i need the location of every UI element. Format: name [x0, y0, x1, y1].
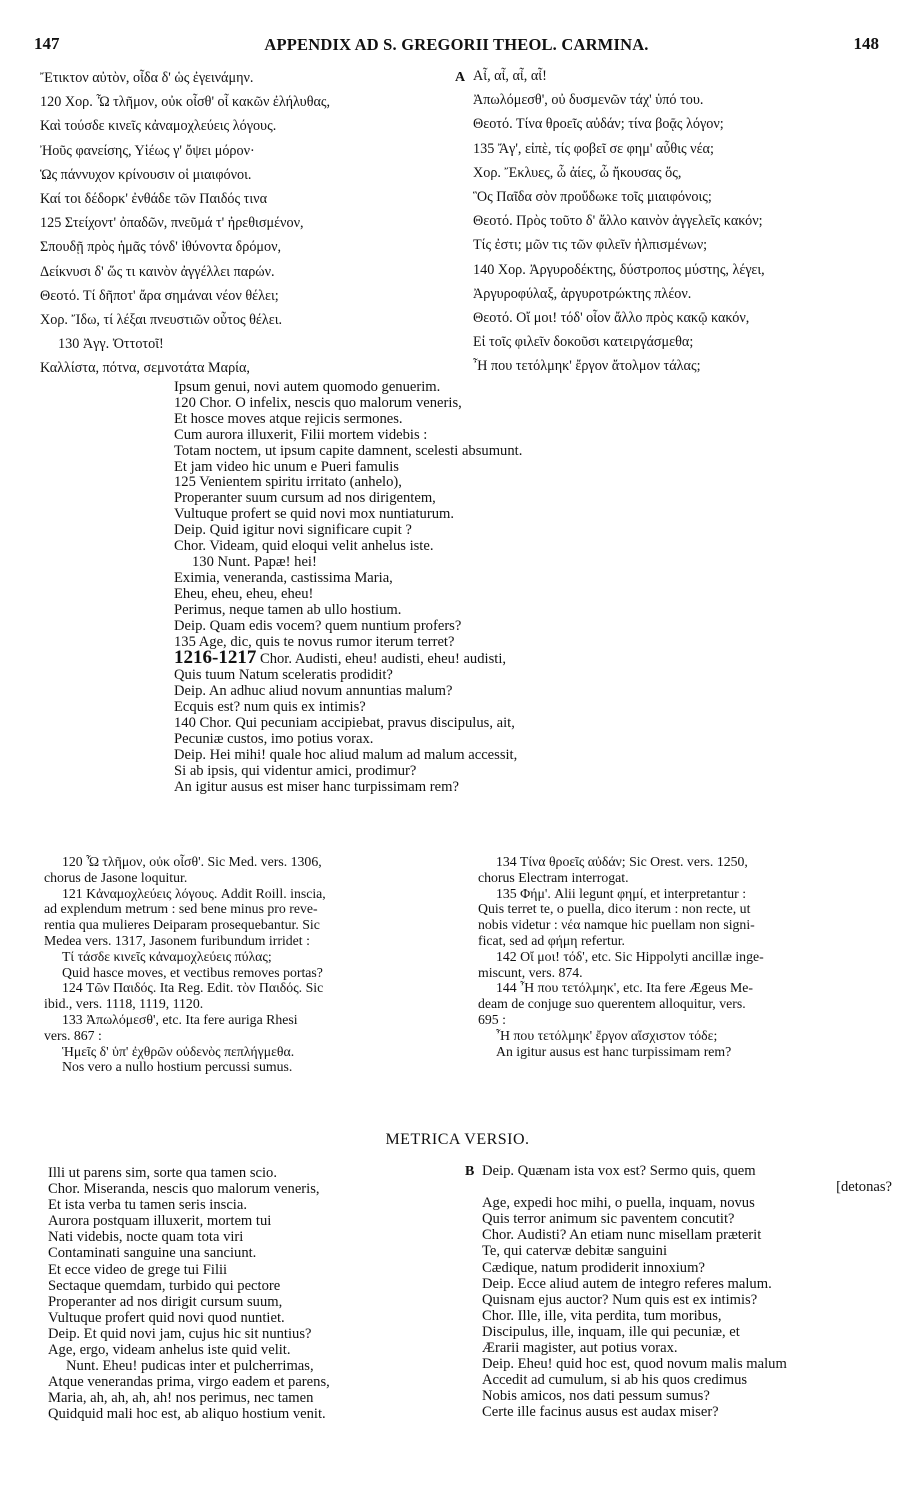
greek-line: Ἠοῦς φανείσης, Υἱέως γ' ὄψει μόρον·: [40, 142, 255, 159]
greek-line: Χορ. Ἴδω, τί λέξαι πνευστιῶν οὗτος θέλει.: [40, 312, 283, 329]
footnote-line: miscunt, vers. 874.: [478, 964, 583, 980]
metrica-line: Deip. Quænam ista vox est? Sermo quis, quem: [482, 1163, 756, 1179]
footnote-line: deam de conjuge suo querentem alloquitur, vers.: [478, 996, 746, 1012]
greek-line: Ἀργυροφύλαξ, ἀργυροτρώκτης πλέον.: [473, 285, 692, 302]
greek-line: 130 Ἀγγ. Ὀττοτοῖ!: [58, 336, 164, 353]
metrica-line: Quis terror animum sic paventem concutit?: [482, 1211, 735, 1228]
metrica-line: Vultuque profert quid novi quod nuntiet.: [48, 1309, 285, 1326]
metrica-line: Et ista verba tu tamen seris inscia.: [48, 1197, 247, 1214]
metrica-line: Properanter ad nos dirigit cursum suum,: [48, 1293, 283, 1310]
footnote-line: 134 Τίνα θροεῖς αὐδάν; Sic Orest. vers. 1250,: [496, 854, 748, 869]
latin-line: 125 Venientem spiritu irritato (anhelo),: [174, 475, 402, 491]
greek-line: Δείκνυσι δ' ὥς τι καινὸν ἀγγέλλει παρών.: [40, 263, 275, 280]
footnote-line: 133 Ἀπωλόμεσθ', etc. Ita fere auriga Rhesi: [62, 1011, 298, 1027]
metrica-line-turnover: [detonas?: [836, 1179, 892, 1196]
latin-line: [174, 650, 734, 668]
metrica-line: Illi ut parens sim, sorte qua tamen scio.: [48, 1165, 277, 1181]
footnote-line: Medea vers. 1317, Jasonem furibundum irridet :: [44, 932, 310, 948]
footnote-line: vers. 867 :: [44, 1027, 102, 1043]
latin-line: Et jam video hic unum e Pueri famulis: [174, 459, 399, 475]
greek-line: Καλλίστα, πότνα, σεμνοτάτα Μαρία,: [40, 360, 250, 377]
greek-text-right-column: [473, 64, 893, 379]
footnote-line: 124 Τῶν Παιδός. Ita Reg. Edit. τὸν Παιδός. Sic: [62, 980, 324, 996]
latin-line: Si ab ipsis, qui videntur amici, prodimur?: [174, 763, 417, 779]
greek-line: Ὃς Παῖδα σὸν προὔδωκε τοῖς μιαιφόνοις;: [473, 189, 712, 206]
latin-translation: [174, 380, 734, 796]
latin-line: Pecuniæ custos, imo potius vorax.: [174, 731, 374, 747]
footnote-line: 695 :: [478, 1011, 506, 1027]
metrica-line: Aurora postquam illuxerit, mortem tui: [48, 1213, 272, 1230]
greek-line: Ἀπωλόμεσθ', οὐ δυσμενῶν τάχ' ὑπό του.: [473, 92, 704, 109]
footnote-line: 142 Οἴ μοι! τόδ', etc. Sic Hippolyti ancillæ inge-: [496, 948, 764, 964]
metrica-line: Nati videbis, nocte quam tota viri: [48, 1229, 244, 1246]
metrica-line: Deip. Eheu! quid hoc est, quod novum malis malum: [482, 1356, 787, 1373]
metrica-line: Cædique, natum prodiderit innoxium?: [482, 1259, 705, 1276]
metrica-line: Quisnam ejus auctor? Num quis est ex intimis?: [482, 1291, 758, 1308]
metrica-line: Contaminati sanguine una sanciunt.: [48, 1245, 257, 1262]
footnote-line: Ἡμεῖς δ' ὑπ' ἐχθρῶν οὐδενὸς πεπλήγμεθα.: [62, 1043, 295, 1059]
greek-line: Τίς ἐστι; μῶν τις τῶν φιλεῖν ἠλπισμένων;: [473, 237, 708, 254]
latin-line: Perimus, neque tamen ab ullo hostium.: [174, 602, 402, 618]
metrica-line: Discipulus, ille, inquam, ille qui pecuniæ, et: [482, 1323, 740, 1340]
metrica-line: Accedit ad cumulum, si ab his quos credimus: [482, 1372, 748, 1389]
column-marker: 1216-1217: [174, 650, 257, 669]
footnote-line: Τί τάσδε κινεῖς κἀναμοχλεύεις πύλας;: [62, 948, 272, 964]
footnote-line: 120 Ὦ τλῆμον, οὐκ οἶσθ'. Sic Med. vers. 1306,: [62, 854, 322, 869]
footnote-line: Quis terret te, o puella, dico iterum : non recte, ut: [478, 901, 751, 917]
footnote-line: 144 Ἦ που τετόλμηκ', etc. Ita fere Ægeus Me-: [496, 980, 754, 996]
margin-letter-b: B: [465, 1164, 475, 1179]
metrica-line: Chor. Ille, ille, vita perdita, tum moribus,: [482, 1307, 722, 1324]
latin-line: Quis tuum Natum sceleratis prodidit?: [174, 668, 393, 684]
metrica-line: Et ecce video de grege tui Filii: [48, 1261, 228, 1278]
latin-line: Totam noctem, ut ipsum capite damnent, scelesti absumunt.: [174, 443, 523, 459]
latin-line: Deip. Hei mihi! quale hoc aliud malum ad malum accessit,: [174, 747, 518, 763]
footnote-line: 121 Κἀναμοχλεύεις λόγους. Addit Roill. inscia,: [62, 885, 326, 901]
latin-line-text: Chor. Audisti, eheu! audisti, eheu! audisti,: [259, 651, 507, 668]
metrica-line: Certe ille facinus ausus est audax miser?: [482, 1404, 719, 1421]
footnote-line: rentia qua mulieres Deiparam prosequebantur. Sic: [44, 917, 320, 933]
greek-line: 135 Ἄγ', εἰπὲ, τίς φοβεῖ σε φημ' αὖθις νέα;: [473, 140, 714, 157]
metrica-line: Deip. Ecce aliud autem de integro referes malum.: [482, 1275, 772, 1292]
latin-line: Properanter suum cursum ad nos dirigentem,: [174, 491, 436, 507]
latin-line: Ecquis est? num quis ex intimis?: [174, 700, 366, 716]
metrica-line: Age, ergo, videam anhelus iste quid velit.: [48, 1342, 291, 1359]
footnote-line: chorus de Jasone loquitur.: [44, 869, 188, 885]
metrica-line: Age, expedi hoc mihi, o puella, inquam, novus: [482, 1195, 755, 1212]
footnote-line: Ἦ που τετόλμηκ' ἔργον αἴσχιστον τόδε;: [496, 1027, 718, 1043]
footnote-line: Nos vero a nullo hostium percussi sumus.: [62, 1059, 293, 1075]
left-page-number: 147: [34, 34, 60, 53]
metrica-line: Te, qui catervæ debitæ sanguini: [482, 1243, 668, 1260]
greek-line: Ὡς πάννυχον κρίνουσιν οἱ μιαιφόνοι.: [40, 166, 252, 183]
margin-letter-a: A: [455, 70, 466, 85]
metrica-line: Chor. Audisti? An etiam nunc misellam præterit: [482, 1227, 762, 1244]
footnote-line: nobis videtur : νέα namque hic puellam non signi-: [478, 917, 755, 933]
latin-line: Chor. Videam, quid eloqui velit anhelus iste.: [174, 539, 434, 555]
latin-line: Deip. Quid igitur novi significare cupit ?: [174, 523, 412, 539]
footnote-line: Quid hasce moves, et vectibus removes portas?: [62, 964, 323, 980]
latin-line: Deip. Quam edis vocem? quem nuntium profers?: [174, 618, 462, 634]
footnote-line: ficat, sed ad φήμη refertur.: [478, 932, 626, 948]
latin-line: 135 Age, dic, quis te novus rumor iterum terret?: [174, 634, 455, 650]
latin-line: 120 Chor. O infelix, nescis quo malorum veneris,: [174, 395, 462, 411]
metrica-line: Maria, ah, ah, ah, ah! nos perimus, nec tamen: [48, 1390, 314, 1407]
greek-line: 120 Χορ. Ὦ τλῆμον, οὐκ οἶσθ' οἷ κακῶν ἐλήλυθας,: [40, 94, 331, 111]
latin-line: 130 Nunt. Papæ! hei!: [192, 554, 317, 570]
metrica-left-column: [48, 1165, 460, 1423]
latin-line: Vultuque profert se quid novi mox nuntiaturum.: [174, 507, 455, 523]
latin-line: Et hosce moves atque rejicis sermones.: [174, 411, 403, 427]
metrica-line: Ærarii magister, aut potius vorax.: [482, 1340, 678, 1357]
greek-line: Σπουδῇ πρὸς ἡμᾶς τόνδ' ἰθύνοντα δρόμον,: [40, 239, 282, 256]
greek-line: 125 Στείχοντ' ὀπαδῶν, πνεῦμά τ' ἠρεθισμένον,: [40, 215, 304, 232]
greek-line: Καὶ τούσδε κινεῖς κἀναμοχλεύεις λόγους.: [40, 118, 277, 135]
greek-line: Εἰ τοῖς φιλεῖν δοκοῦσι κατειργάσμεθα;: [473, 334, 694, 351]
greek-line: Καί τοι δέδορκ' ἐνθάδε τῶν Παιδός τινα: [40, 191, 268, 208]
footnote-line: ibid., vers. 1118, 1119, 1120.: [44, 996, 204, 1012]
latin-line: An igitur ausus est miser hanc turpissimam rem?: [174, 779, 459, 795]
footnotes-left-column: [44, 854, 464, 1075]
greek-line: Θεοτό. Πρὸς τοῦτο δ' ἄλλο καινὸν ἀγγελεῖς κακόν;: [473, 213, 763, 230]
latin-line: Deip. An adhuc aliud novum annuntias malum?: [174, 684, 453, 700]
metrica-versio-title: METRICA VERSIO.: [385, 1131, 530, 1148]
metrica-right-column: [482, 1163, 892, 1421]
page-header: [34, 34, 879, 56]
footnote-line: 135 Φήμ'. Alii legunt φημί, et interpretantur :: [496, 885, 747, 901]
latin-line: Eximia, veneranda, castissima Maria,: [174, 570, 393, 586]
metrica-line: Sectaque quemdam, turbido qui pectore: [48, 1277, 281, 1294]
metrica-line: Chor. Miseranda, nescis quo malorum veneris,: [48, 1181, 320, 1198]
latin-line: Eheu, eheu, eheu, eheu!: [174, 586, 314, 602]
metrica-line: Atque venerandas prima, virgo eadem et parens,: [48, 1374, 330, 1391]
metrica-line: Nunt. Eheu! pudicas inter et pulcherrimas,: [66, 1358, 314, 1375]
greek-text-left-column: [40, 66, 440, 381]
greek-line: Ἦ που τετόλμηκ' ἔργον ἄτολμον τάλας;: [473, 358, 701, 375]
greek-line: Θεοτό. Οἴ μοι! τόδ' οἷον ἄλλο πρὸς κακῷ κακόν,: [473, 310, 750, 327]
greek-line: Αἶ, αἶ, αἶ, αἶ!: [473, 68, 547, 84]
metrica-line: Quidquid mali hoc est, ab aliquo hostium venit.: [48, 1406, 326, 1423]
footnotes-right-column: [478, 854, 890, 1059]
latin-line: Cum aurora illuxerit, Filii mortem videbis :: [174, 427, 428, 443]
greek-line: Ἔτικτον αὐτὸν, οἶδα δ' ὡς ἐγεινάμην.: [40, 70, 254, 86]
footnote-line: ad explendum metrum : sed bene minus pro reve-: [44, 901, 318, 917]
running-title: APPENDIX AD S. GREGORII THEOL. CARMINA.: [264, 35, 649, 54]
greek-line: Θεοτό. Τίνα θροεῖς αὐδάν; τίνα βοᾷς λόγον;: [473, 116, 724, 133]
right-page-number: 148: [853, 34, 879, 53]
footnote-line: chorus Electram interrogat.: [478, 869, 629, 885]
latin-line: 140 Chor. Qui pecuniam accipiebat, pravus discipulus, ait,: [174, 716, 515, 732]
metrica-line: Deip. Et quid novi jam, cujus hic sit nuntius?: [48, 1325, 312, 1342]
greek-line: Θεοτό. Τί δῆποτ' ἄρα σημάναι νέον θέλει;: [40, 287, 279, 304]
greek-line: 140 Χορ. Ἀργυροδέκτης, δύστροπος μύστης, λέγει,: [473, 261, 765, 278]
greek-line: Χορ. Ἔκλυες, ὦ ἀίες, ὦ ἤκουσας ὅς,: [473, 164, 682, 181]
footnote-line: An igitur ausus est hanc turpissimam rem?: [496, 1043, 732, 1059]
latin-line: Ipsum genui, novi autem quomodo genuerim.: [174, 380, 441, 395]
metrica-line: Nobis amicos, nos dati pessum sumus?: [482, 1388, 710, 1405]
